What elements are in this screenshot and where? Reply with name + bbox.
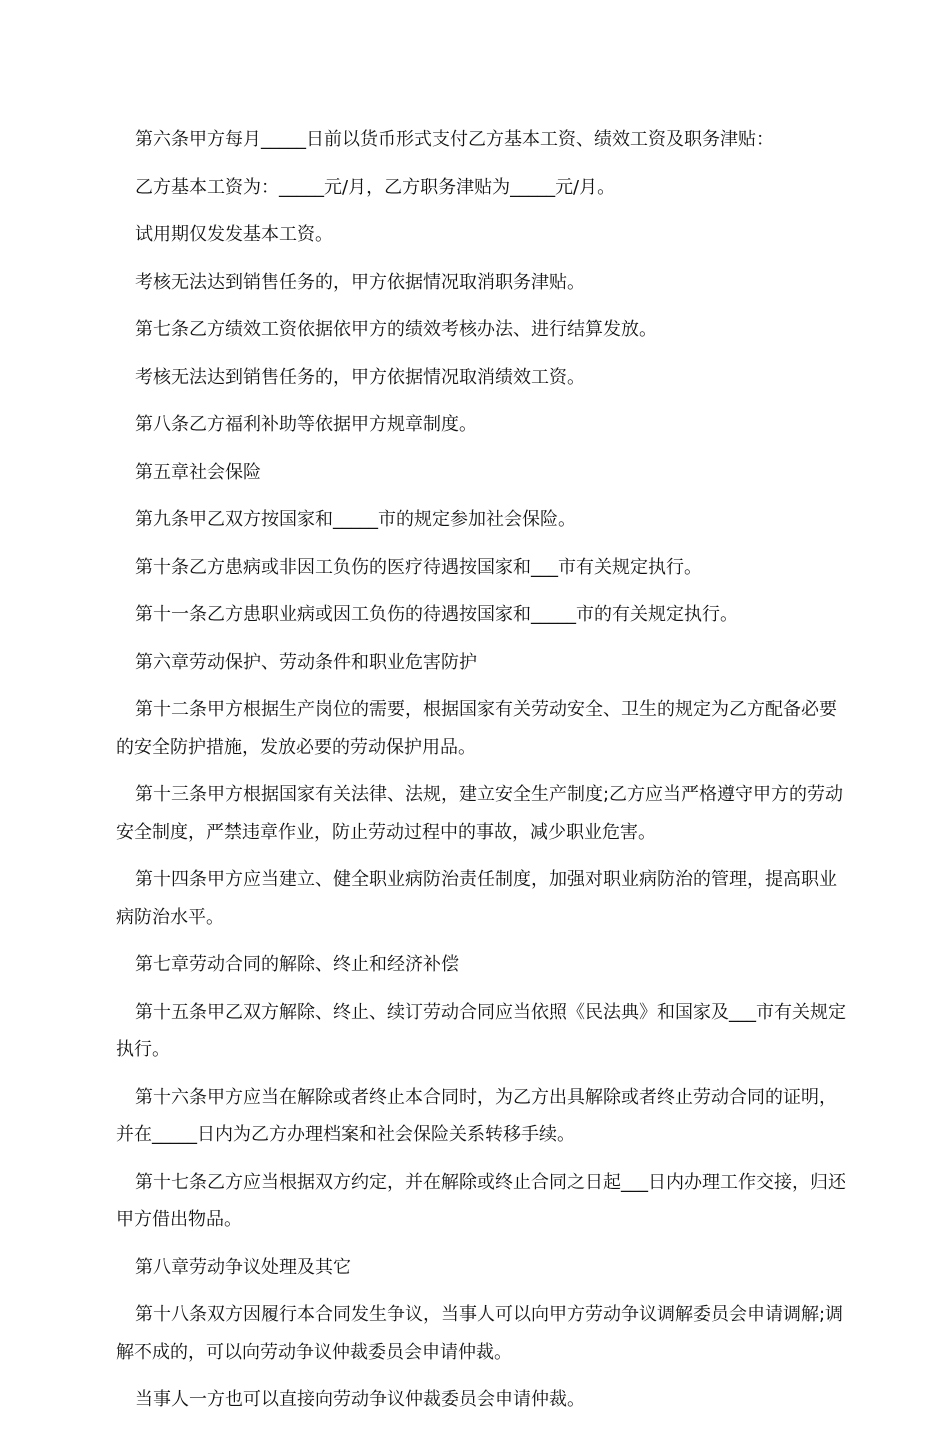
chapter-8-heading: 第八章劳动争议处理及其它 — [135, 1256, 351, 1278]
paragraph-arbitration: 当事人一方也可以直接向劳动争议仲裁委员会申请仲裁。 — [135, 1389, 585, 1410]
paragraph-article-7: 第七条乙方绩效工资依据依甲方的绩效考核办法、进行结算发放。 — [135, 319, 657, 340]
paragraph-article-17: 第十七条乙方应当根据双方约定，并在解除或终止合同之日起___日内办理工作交接，归还甲方借出物品。 — [116, 1171, 846, 1230]
paragraph-article-8: 第八条乙方福利补助等依据甲方规章制度。 — [135, 414, 477, 435]
paragraph-article-9: 第九条甲乙双方按国家和_____市的规定参加社会保险。 — [135, 509, 576, 530]
chapter-5-heading: 第五章社会保险 — [135, 461, 261, 483]
paragraph-article-14: 第十四条甲方应当建立、健全职业病防治责任制度，加强对职业病防治的管理，提高职业病防治水平。 — [116, 869, 837, 928]
paragraph-allowance-cancel: 考核无法达到销售任务的，甲方依据情况取消职务津贴。 — [135, 271, 585, 293]
paragraph-probation: 试用期仅发发基本工资。 — [135, 224, 333, 245]
paragraph-article-6: 第六条甲方每月_____日前以货币形式支付乙方基本工资、绩效工资及职务津贴： — [135, 129, 774, 150]
chapter-6-heading: 第六章劳动保护、劳动条件和职业危害防护 — [135, 651, 477, 673]
paragraph-article-15: 第十五条甲乙双方解除、终止、续订劳动合同应当依照《民法典》和国家及___市有关规定执行。 — [116, 1001, 846, 1060]
paragraph-article-18: 第十八条双方因履行本合同发生争议，当事人可以向甲方劳动争议调解委员会申请调解;调解不成的，可以向劳动争议仲裁委员会申请仲裁。 — [116, 1304, 844, 1363]
paragraph-performance-cancel: 考核无法达到销售任务的，甲方依据情况取消绩效工资。 — [135, 366, 585, 388]
paragraph-article-12: 第十二条甲方根据生产岗位的需要，根据国家有关劳动安全、卫生的规定为乙方配备必要的安全防护措施，发放必要的劳动保护用品。 — [116, 699, 837, 758]
chapter-7-heading: 第七章劳动合同的解除、终止和经济补偿 — [135, 954, 459, 975]
paragraph-article-13: 第十三条甲方根据国家有关法律、法规，建立安全生产制度;乙方应当严格遵守甲方的劳动安全制度，严禁违章作业，防止劳动过程中的事故，减少职业危害。 — [116, 784, 844, 843]
document-page — [116, 121, 846, 1429]
paragraph-salary-amounts: 乙方基本工资为：_____元/月，乙方职务津贴为_____元/月。 — [135, 176, 616, 198]
paragraph-article-11: 第十一条乙方患职业病或因工负伤的待遇按国家和_____市的有关规定执行。 — [135, 604, 738, 625]
paragraph-article-10: 第十条乙方患病或非因工负伤的医疗待遇按国家和___市有关规定执行。 — [135, 556, 702, 578]
paragraph-article-16: 第十六条甲方应当在解除或者终止本合同时，为乙方出具解除或者终止劳动合同的证明，并在_____日内为乙方办理档案和社会保险关系转移手续。 — [116, 1086, 837, 1145]
